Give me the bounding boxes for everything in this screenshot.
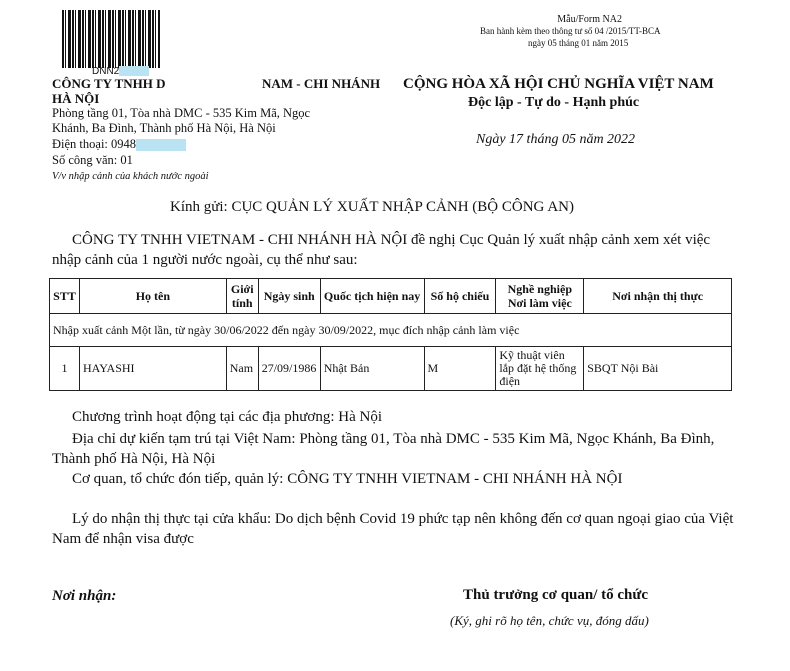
document-subject: V/v nhập cảnh của khách nước ngoài <box>52 171 209 182</box>
form-number: Mẫu/Form NA2 <box>557 14 622 25</box>
cell-dob: 27/09/1986 <box>258 347 320 391</box>
applicant-table <box>49 278 732 391</box>
greeting: Kính gửi: CỤC QUẢN LÝ XUẤT NHẬP CẢNH (BỘ CÔNG AN) <box>170 199 574 215</box>
reason-paragraph: Lý do nhận thị thực tại cửa khẩu: Do dịch bệnh Covid 19 phức tạp nên không đến cơ quan ngoại giao của Việt Nam để nhận visa được <box>52 511 734 547</box>
header-name: Họ tên <box>79 279 226 314</box>
redaction-mark <box>119 66 149 76</box>
header-visa-place: Nơi nhận thị thực <box>584 279 732 314</box>
document-date: Ngày 17 tháng 05 năm 2022 <box>476 132 636 147</box>
header-gender: Giới tính <box>226 279 258 314</box>
header-nationality: Quốc tịch hiện nay <box>320 279 424 314</box>
national-motto: Độc lập - Tự do - Hạnh phúc <box>468 95 640 110</box>
table-header-row <box>50 279 732 314</box>
sender-address-line1: Phòng tầng 01, Tòa nhà DMC - 535 Kim Mã, Ngọc <box>52 106 311 120</box>
header-dob: Ngày sinh <box>258 279 320 314</box>
barcode-code: DNN2 <box>92 66 149 77</box>
header-stt: STT <box>50 279 80 314</box>
header-occupation: Nghề nghiệp Nơi làm việc <box>496 279 584 314</box>
table-row <box>50 347 732 391</box>
sender-company-city: HÀ NỘI <box>52 91 100 106</box>
residence-paragraph: Địa chỉ dự kiến tạm trú tại Việt Nam: Phòng tầng 01, Tòa nhà DMC - 535 Kim Mã, Ngọc Khánh, Ba Đình, Thành phố Hà Nội, Hà Nội <box>52 431 715 467</box>
sender-address-line2: Khánh, Ba Đình, Thành phố Hà Nội, Hà Nội <box>52 121 276 135</box>
program-paragraph: Chương trình hoạt động tại các địa phương: Hà Nội <box>72 409 382 425</box>
cell-passport: M <box>424 347 496 391</box>
sender-company-name: CÔNG TY TNHH D <box>52 76 166 91</box>
form-issued-date: ngày 05 tháng 01 năm 2015 <box>528 38 629 48</box>
sender-phone: Điện thoại: 0948 <box>52 137 186 152</box>
header-passport: Số hộ chiếu <box>424 279 496 314</box>
barcode <box>62 10 160 68</box>
recipients-label: Nơi nhận: <box>52 588 117 604</box>
sponsor-paragraph: Cơ quan, tổ chức đón tiếp, quản lý: CÔNG TY TNHH VIETNAM - CHI NHÁNH HÀ NỘI <box>72 471 623 487</box>
intro-paragraph: CÔNG TY TNHH VIETNAM - CHI NHÁNH HÀ NỘI đề nghị Cục Quản lý xuất nhập cảnh xem xét việc nhập cảnh của 1 người nước ngoài, cụ thể như sau: <box>52 232 711 268</box>
document-number: Số công văn: 01 <box>52 153 133 167</box>
entry-details: Nhập xuất cảnh Một lần, từ ngày 30/06/2022 đến ngày 30/09/2022, mục đích nhập cảnh làm việc <box>50 314 732 347</box>
sender-company-branch: NAM - CHI NHÁNH <box>262 76 381 91</box>
cell-gender: Nam <box>226 347 258 391</box>
table-group-row <box>50 314 732 347</box>
cell-visa-place: SBQT Nội Bài <box>584 347 732 391</box>
cell-occupation: Kỹ thuật viên lắp đặt hệ thống điện <box>496 347 584 391</box>
signatory-note: (Ký, ghi rõ họ tên, chức vụ, đóng dấu) <box>450 613 649 628</box>
form-issued-with: Ban hành kèm theo thông tư số 04 /2015/TT-BCA <box>480 26 661 36</box>
cell-name: HAYASHI <box>79 347 226 391</box>
cell-stt: 1 <box>50 347 80 391</box>
national-title: CỘNG HÒA XÃ HỘI CHỦ NGHĨA VIỆT NAM <box>403 76 714 92</box>
cell-nationality: Nhật Bản <box>320 347 424 391</box>
signatory-title: Thủ trưởng cơ quan/ tổ chức <box>463 587 649 603</box>
redaction-mark <box>136 139 186 151</box>
